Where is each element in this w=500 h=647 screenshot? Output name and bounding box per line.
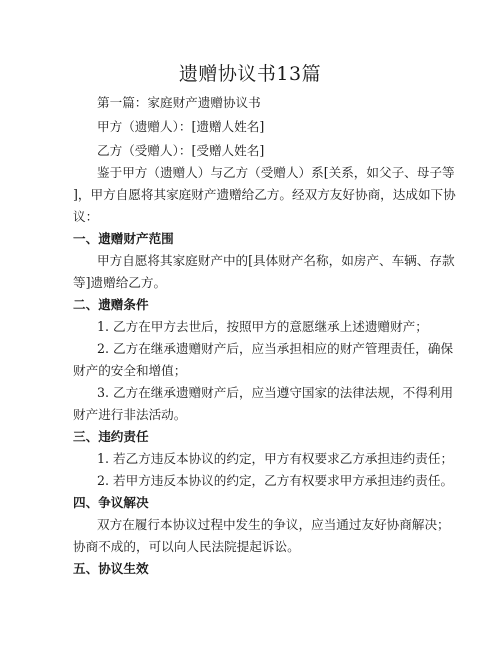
first-piece-title: 第一篇：家庭财产遗赠协议书 xyxy=(97,95,261,110)
section4-heading: 四、争议解决 xyxy=(73,495,149,510)
section3-line-1: 1. 若乙方违反本协议的约定，甲方有权要求乙方承担违约责任； xyxy=(97,451,454,466)
party-a-line: 甲方（遗赠人）：[遗赠人姓名] xyxy=(97,119,265,134)
section1-line-2: 等]遗赠给乙方。 xyxy=(73,275,167,290)
section2-line-2: 2. 乙方在继承遗赠财产后，应当承担相应的财产管理责任，确保 xyxy=(97,341,454,356)
section2-heading: 二、遗赠条件 xyxy=(73,297,149,312)
section5-heading: 五、协议生效 xyxy=(73,561,149,576)
section2-line-1: 1. 乙方在甲方去世后，按照甲方的意愿继承上述遗赠财产； xyxy=(97,319,428,334)
section3-heading: 三、违约责任 xyxy=(73,429,149,444)
section1-heading: 一、遗赠财产范围 xyxy=(73,231,174,246)
section2-line-3: 财产的安全和增值； xyxy=(73,363,187,378)
section1-line-1: 甲方自愿将其家庭财产中的[具体财产名称，如房产、车辆、存款 xyxy=(97,253,455,268)
party-b-line: 乙方（受赠人）：[受赠人姓名] xyxy=(97,143,265,158)
section4-line-1: 双方在履行本协议过程中发生的争议，应当通过友好协商解决； xyxy=(97,517,450,532)
preamble-line-3: 议： xyxy=(73,209,99,224)
section4-line-2: 协商不成的，可以向人民法院提起诉讼。 xyxy=(73,539,300,554)
section3-line-2: 2. 若甲方违反本协议的约定，乙方有权要求甲方承担违约责任。 xyxy=(97,473,454,488)
preamble-line-1: 鉴于甲方（遗赠人）与乙方（受赠人）系[关系，如父子、母子等 xyxy=(97,165,455,180)
section2-line-4: 3. 乙方在继承遗赠财产后，应当遵守国家的法律法规，不得利用 xyxy=(97,385,454,400)
document-title: 遗赠协议书13篇 xyxy=(178,63,322,85)
section2-line-5: 财产进行非法活动。 xyxy=(73,407,187,422)
preamble-line-2: ]，甲方自愿将其家庭财产遗赠给乙方。经双方友好协商，达成如下协 xyxy=(73,187,456,202)
